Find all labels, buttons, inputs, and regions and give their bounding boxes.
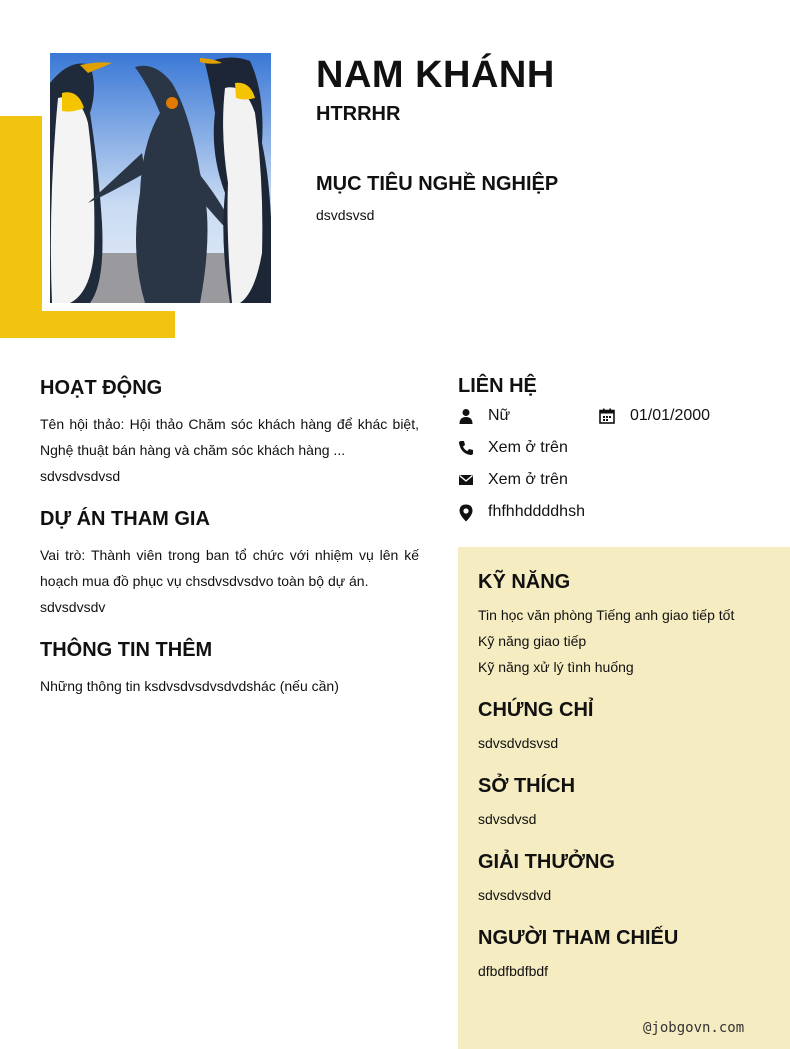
- skill-item: Kỹ năng xử lý tình huống: [478, 659, 634, 675]
- activity-line: Tên hội thảo: Hội thảo Chăm sóc khách hàng để khác biệt, Nghệ thuật bán hàng và chăm sóc khách hàng ...: [40, 416, 419, 458]
- watermark: @jobgovn.com: [643, 1020, 745, 1036]
- activity-line: sdvsdvsdvsd: [40, 468, 121, 484]
- objective-text: dsvdsvsd: [316, 207, 375, 223]
- skills-panel: [458, 547, 790, 1049]
- address-row: [458, 502, 585, 522]
- projects-title: DỰ ÁN THAM GIA: [40, 508, 210, 530]
- project-line: sdvsdvsdv: [40, 599, 106, 615]
- phone-value: Xem ở trên: [488, 439, 568, 456]
- email-value: Xem ở trên: [488, 471, 568, 488]
- project-line: Vai trò: Thành viên trong ban tổ chức với nhiệm vụ lên kế hoạch mua đồ phục vụ chsdvsdvsdvo toàn bộ dự án.: [40, 547, 419, 589]
- accent-block-vertical: [0, 116, 42, 338]
- skill-item: Tin học văn phòng Tiếng anh giao tiếp tốt: [478, 607, 735, 623]
- email-row: [458, 470, 568, 490]
- accent-block-horizontal: [0, 310, 175, 338]
- hobbies-title: SỞ THÍCH: [478, 775, 576, 797]
- awards-title: GIẢI THƯỞNG: [478, 851, 615, 873]
- address-value: fhfhhddddhsh: [488, 503, 585, 520]
- references-title: NGƯỜI THAM CHIẾU: [478, 927, 679, 949]
- extra-info-text: Những thông tin ksdvsdvsdvsdvdshác (nếu cần): [40, 678, 339, 694]
- location-pin-icon: [458, 504, 474, 520]
- person-icon: [458, 408, 474, 424]
- certificates-title: CHỨNG CHỈ: [478, 699, 594, 721]
- candidate-name: NAM KHÁNH: [316, 54, 555, 96]
- activities-title: HOẠT ĐỘNG: [40, 377, 163, 399]
- calendar-icon: [599, 408, 615, 424]
- email-icon: [458, 472, 474, 488]
- extra-info-title: THÔNG TIN THÊM: [40, 639, 213, 661]
- phone-icon: [458, 440, 474, 456]
- birthday-row: [599, 406, 710, 426]
- skills-title: KỸ NĂNG: [478, 571, 571, 593]
- gender-value: Nữ: [488, 407, 511, 424]
- left-column: [40, 376, 419, 699]
- hobbies-text: sdvsdvsd: [478, 811, 537, 827]
- certificates-text: sdvsdvdsvsd: [478, 735, 559, 751]
- awards-text: sdvsdvsdvd: [478, 887, 552, 903]
- phone-row: [458, 438, 568, 458]
- references-text: dfbdfbdfbdf: [478, 963, 549, 979]
- applied-position: HTRRHR: [316, 103, 401, 125]
- birthday-value: 01/01/2000: [630, 407, 711, 424]
- contact-title: LIÊN HỆ: [458, 375, 537, 397]
- objective-title: MỤC TIÊU NGHỀ NGHIỆP: [316, 173, 559, 195]
- gender-row: [458, 406, 510, 426]
- profile-photo: [50, 53, 271, 303]
- skill-item: Kỹ năng giao tiếp: [478, 633, 587, 649]
